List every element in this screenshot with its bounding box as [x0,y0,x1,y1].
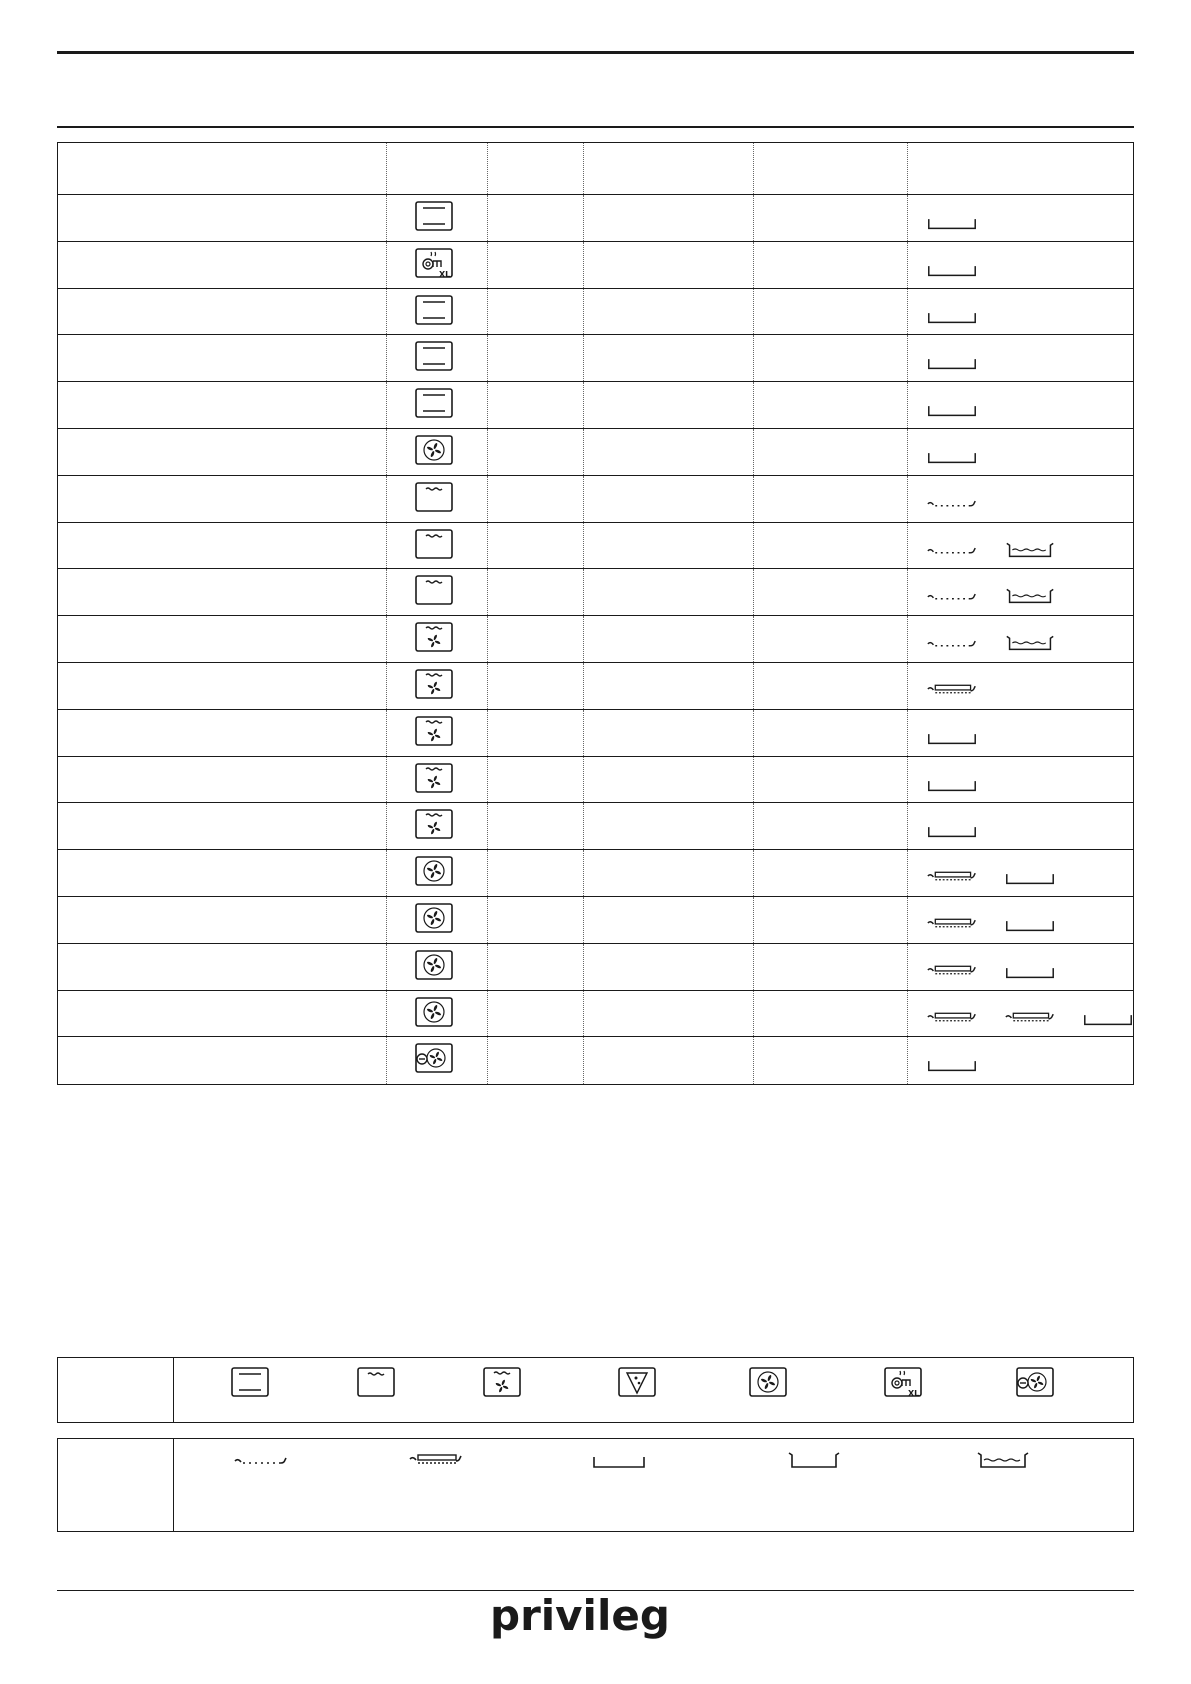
sliding-rack-icon [926,677,978,701]
table-row [58,663,1133,710]
sliding-rack-icon [926,1005,978,1029]
drip-tray-icon [926,349,978,373]
sliding-rack-icon [1004,1005,1056,1029]
drip-tray-icon [1004,911,1056,935]
forced-air-icon [414,902,454,934]
header-subrule [57,126,1134,128]
xl-steam-icon [414,247,454,279]
turbo-grill-icon [414,808,454,840]
footer-rule [57,1590,1134,1591]
function-legend-label [58,1358,174,1422]
wire-shelf-icon [926,583,978,607]
drip-tray-icon [591,1447,647,1471]
conventional-icon [414,294,454,326]
eco-forced-air-icon [1015,1366,1055,1398]
baking-tray-icon [786,1447,842,1471]
drip-tray-icon [926,771,978,795]
table-row [58,476,1133,523]
turbo-grill-icon [414,762,454,794]
table-row [58,944,1133,991]
table-header-row [58,143,1133,195]
xl-steam-icon [883,1366,923,1398]
grill-icon [414,481,454,513]
table-row [58,429,1133,476]
wire-shelf-icon [926,490,978,514]
drip-tray-icon [926,256,978,280]
grill-icon [414,574,454,606]
forced-air-icon [414,996,454,1028]
drip-tray-icon [1004,958,1056,982]
table-row [58,195,1133,242]
water-tray-icon [1004,583,1056,607]
forced-air-icon [414,434,454,466]
pizza-icon [617,1366,657,1398]
table-row [58,616,1133,663]
table-row [58,710,1133,757]
table-row [58,991,1133,1038]
sliding-rack-icon [408,1447,464,1471]
water-tray-icon [1004,630,1056,654]
table-row [58,569,1133,616]
table-row [58,897,1133,944]
sliding-rack-icon [926,864,978,888]
water-tray-icon [1004,537,1056,561]
forced-air-icon [748,1366,788,1398]
drip-tray-icon [926,443,978,467]
sliding-rack-icon [926,911,978,935]
drip-tray-icon [1004,864,1056,888]
drip-tray-icon [926,303,978,327]
grill-icon [414,528,454,560]
drip-tray-icon [1082,1005,1134,1029]
drip-tray-icon [926,1051,978,1075]
wire-shelf-icon [926,537,978,561]
table-row [58,850,1133,897]
table-row [58,1037,1133,1084]
conventional-icon [230,1366,270,1398]
forced-air-icon [414,949,454,981]
turbo-grill-icon [414,668,454,700]
table-row [58,803,1133,850]
drip-tray-icon [926,209,978,233]
turbo-grill-icon [414,715,454,747]
cooking-table [57,142,1134,1085]
table-row [58,382,1133,429]
conventional-icon [414,200,454,232]
svg-text:privileg: privileg [490,1596,670,1640]
turbo-grill-icon [482,1366,522,1398]
accessory-legend-label [58,1439,174,1531]
sliding-rack-icon [926,958,978,982]
eco-forced-air-icon [414,1042,454,1074]
function-legend [57,1357,1134,1423]
table-row [58,289,1133,336]
header-rule [57,51,1134,54]
table-row [58,757,1133,804]
grill-icon [356,1366,396,1398]
table-row [58,335,1133,382]
wire-shelf-icon [233,1447,289,1471]
accessory-legend [57,1438,1134,1532]
drip-tray-icon [926,724,978,748]
drip-tray-icon [926,396,978,420]
turbo-grill-icon [414,621,454,653]
conventional-icon [414,340,454,372]
brand-logo [490,1596,726,1644]
drip-tray-icon [926,817,978,841]
table-row [58,523,1133,570]
forced-air-icon [414,855,454,887]
water-tray-icon [975,1447,1031,1471]
conventional-icon [414,387,454,419]
wire-shelf-icon [926,630,978,654]
table-row [58,242,1133,289]
